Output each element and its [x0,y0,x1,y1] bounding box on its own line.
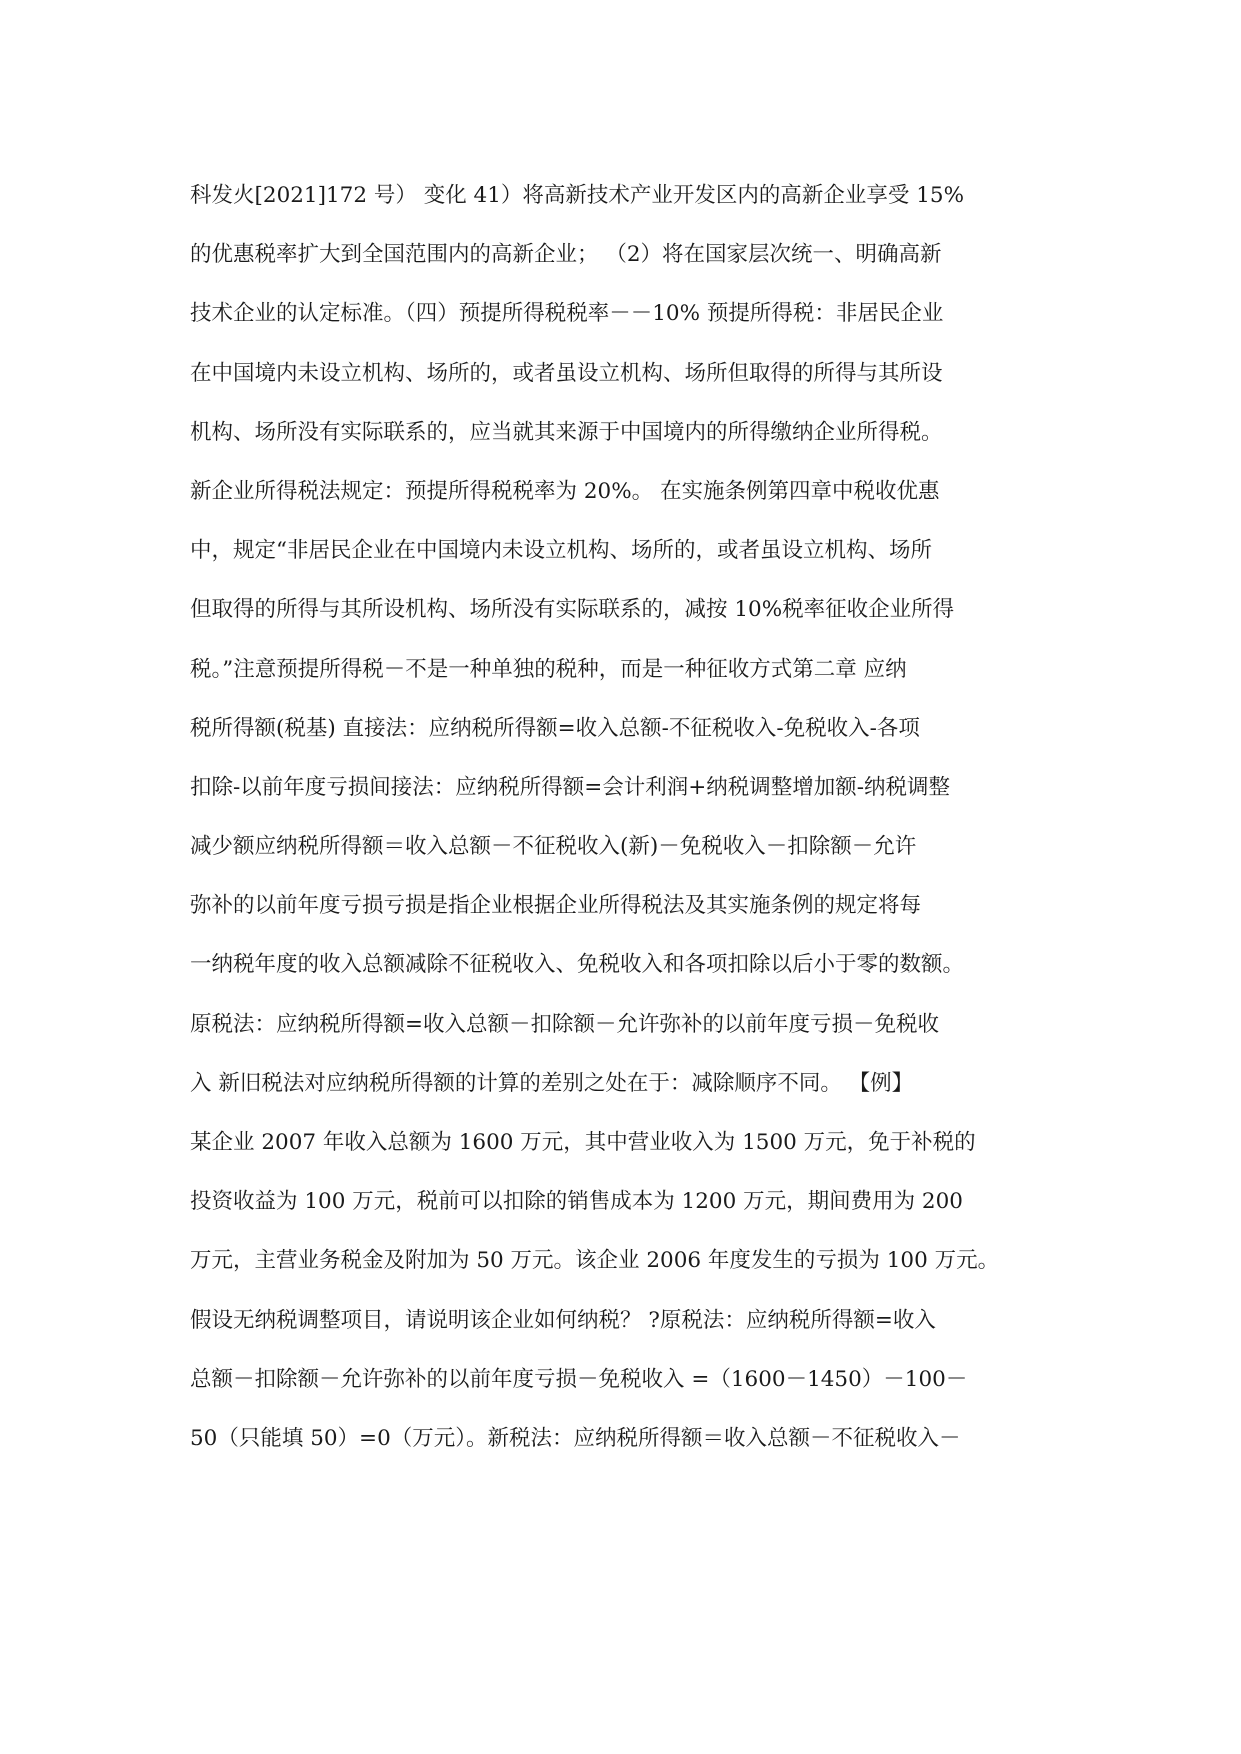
text-line: 扣除-以前年度亏损间接法：应纳税所得额=会计利润+纳税调整增加额-纳税调整 [190,774,951,800]
text-line: 机构、场所没有实际联系的，应当就其来源于中国境内的所得缴纳企业所得税。 [190,419,943,445]
text-line: 税所得额(税基) 直接法：应纳税所得额=收入总额-不征税收入-免税收入-各项 [190,715,920,741]
text-line: 假设无纳税调整项目，请说明该企业如何纳税？ ?原税法：应纳税所得额=收入 [190,1307,936,1333]
text-line: 入 新旧税法对应纳税所得额的计算的差别之处在于：减除顺序不同。 【例】 [190,1070,914,1096]
text-line: 新企业所得税法规定：预提所得税税率为 20%。 在实施条例第四章中税收优惠 [190,478,940,504]
text-line: 原税法：应纳税所得额=收入总额－扣除额－允许弥补的以前年度亏损－免税收 [190,1011,940,1037]
text-line: 减少额应纳税所得额＝收入总额－不征税收入(新)－免税收入－扣除额－允许 [190,834,917,860]
text-line: 总额－扣除额－允许弥补的以前年度亏损－免税收入 =（1600－1450）－100－ [190,1366,968,1392]
text-line: 弥补的以前年度亏损亏损是指企业根据企业所得税法及其实施条例的规定将每 [190,893,922,919]
text-line: 某企业 2007 年收入总额为 1600 万元，其中营业收入为 1500 万元，免于补税的 [190,1130,976,1155]
text-line: 一纳税年度的收入总额减除不征税收入、免税收入和各项扣除以后小于零的数额。 [190,952,965,978]
text-line: 万元，主营业务税金及附加为 50 万元。该企业 2006 年度发生的亏损为 100 万元。 [190,1248,1000,1274]
text-line: 中，规定“非居民企业在中国境内未设立机构、场所的，或者虽设立机构、场所 [190,538,932,564]
text-line: 技术企业的认定标准。（四）预提所得税税率－－10% 预提所得税：非居民企业 [190,301,944,327]
body-text [190,166,1070,1468]
text-line: 税。”注意预提所得税－不是一种单独的税种，而是一种征收方式第二章 应纳 [190,656,907,682]
text-line: 但取得的所得与其所设机构、场所没有实际联系的，减按 10%税率征收企业所得 [190,597,955,623]
text-line: 在中国境内未设立机构、场所的，或者虽设立机构、场所但取得的所得与其所设 [190,360,943,386]
text-line: 的优惠税率扩大到全国范围内的高新企业； （2）将在国家层次统一、明确高新 [190,242,942,268]
text-line: 科发火[2021]172 号） 变化 41）将高新技术产业开发区内的高新企业享受 15% [190,183,965,208]
text-line: 投资收益为 100 万元，税前可以扣除的销售成本为 1200 万元，期间费用为 200 [190,1189,963,1215]
text-line: 50（只能填 50）=0（万元）。新税法：应纳税所得额＝收入总额－不征税收入－ [190,1425,961,1451]
